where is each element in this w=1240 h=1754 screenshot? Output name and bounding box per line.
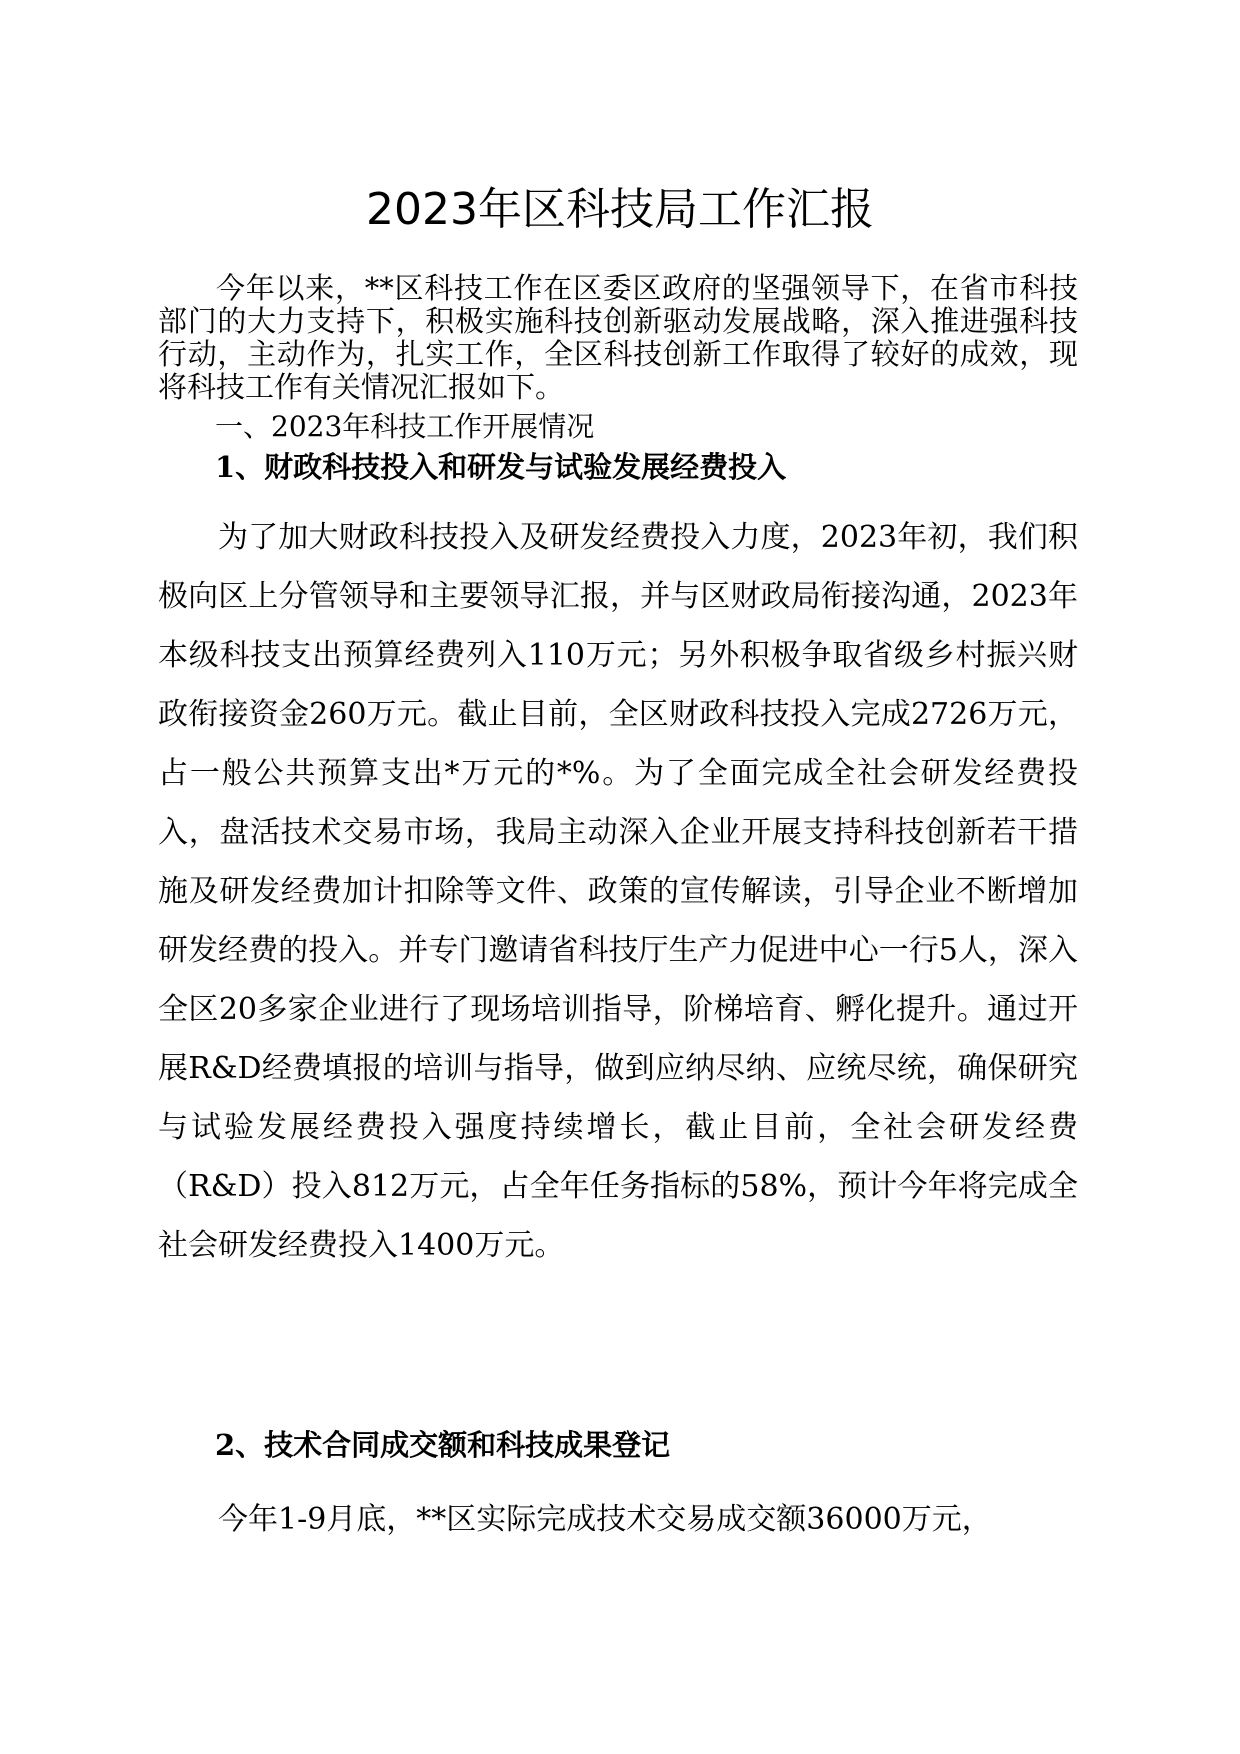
document-title: 2023年区科技局工作汇报 bbox=[366, 184, 874, 235]
section-heading: 一、2023年科技工作开展情况 bbox=[215, 410, 595, 443]
subsection-paragraph-1: 为了加大财政科技投入及研发经费投入力度，2023年初，我们积极向区上分管领导和主要领导汇报，并与区财政局衔接沟通，2023年本级科技支出预算经费列入110万元；另外积极争取省级乡村振兴财政衔接资金260万元。截止目前，全区财政科技投入完成2726万元，占一般公共预算支出*万元的*%。为了全面完成全社会研发经费投入，盘活技术交易市场，我局主动深入企业开展支持科技创新若干措施及研发经费加计扣除等文件、政策的宣传解读，引导企业不断增加研发经费的投入。并专门邀请省科技厅生产力促进中心一行5人，深入全区20多家企业进行了现场培训指导，阶梯培育、孵化提升。通过开展R&D经费填报的培训与指导，做到应纳尽纳、应统尽统，确保研究与试验发展经费投入强度持续增长，截止目前，全社会研发经费（R&D）投入812万元，占全年任务指标的58%，预计今年将完成全社会研发经费投入1400万元。 bbox=[158, 520, 1078, 1263]
intro-paragraph: 今年以来，**区科技工作在区委区政府的坚强领导下，在省市科技部门的大力支持下，积极实施科技创新驱动发展战略，深入推进强科技行动，主动作为，扎实工作，全区科技创新工作取得了较好的成效，现将科技工作有关情况汇报如下。 bbox=[158, 271, 1078, 404]
subsection-heading-2: 2、技术合同成交额和科技成果登记 bbox=[215, 1428, 671, 1462]
subsection-paragraph-2: 今年1-9月底，**区实际完成技术交易成交额36000万元， bbox=[218, 1502, 992, 1537]
subsection-heading-1: 1、财政科技投入和研发与试验发展经费投入 bbox=[215, 450, 787, 484]
